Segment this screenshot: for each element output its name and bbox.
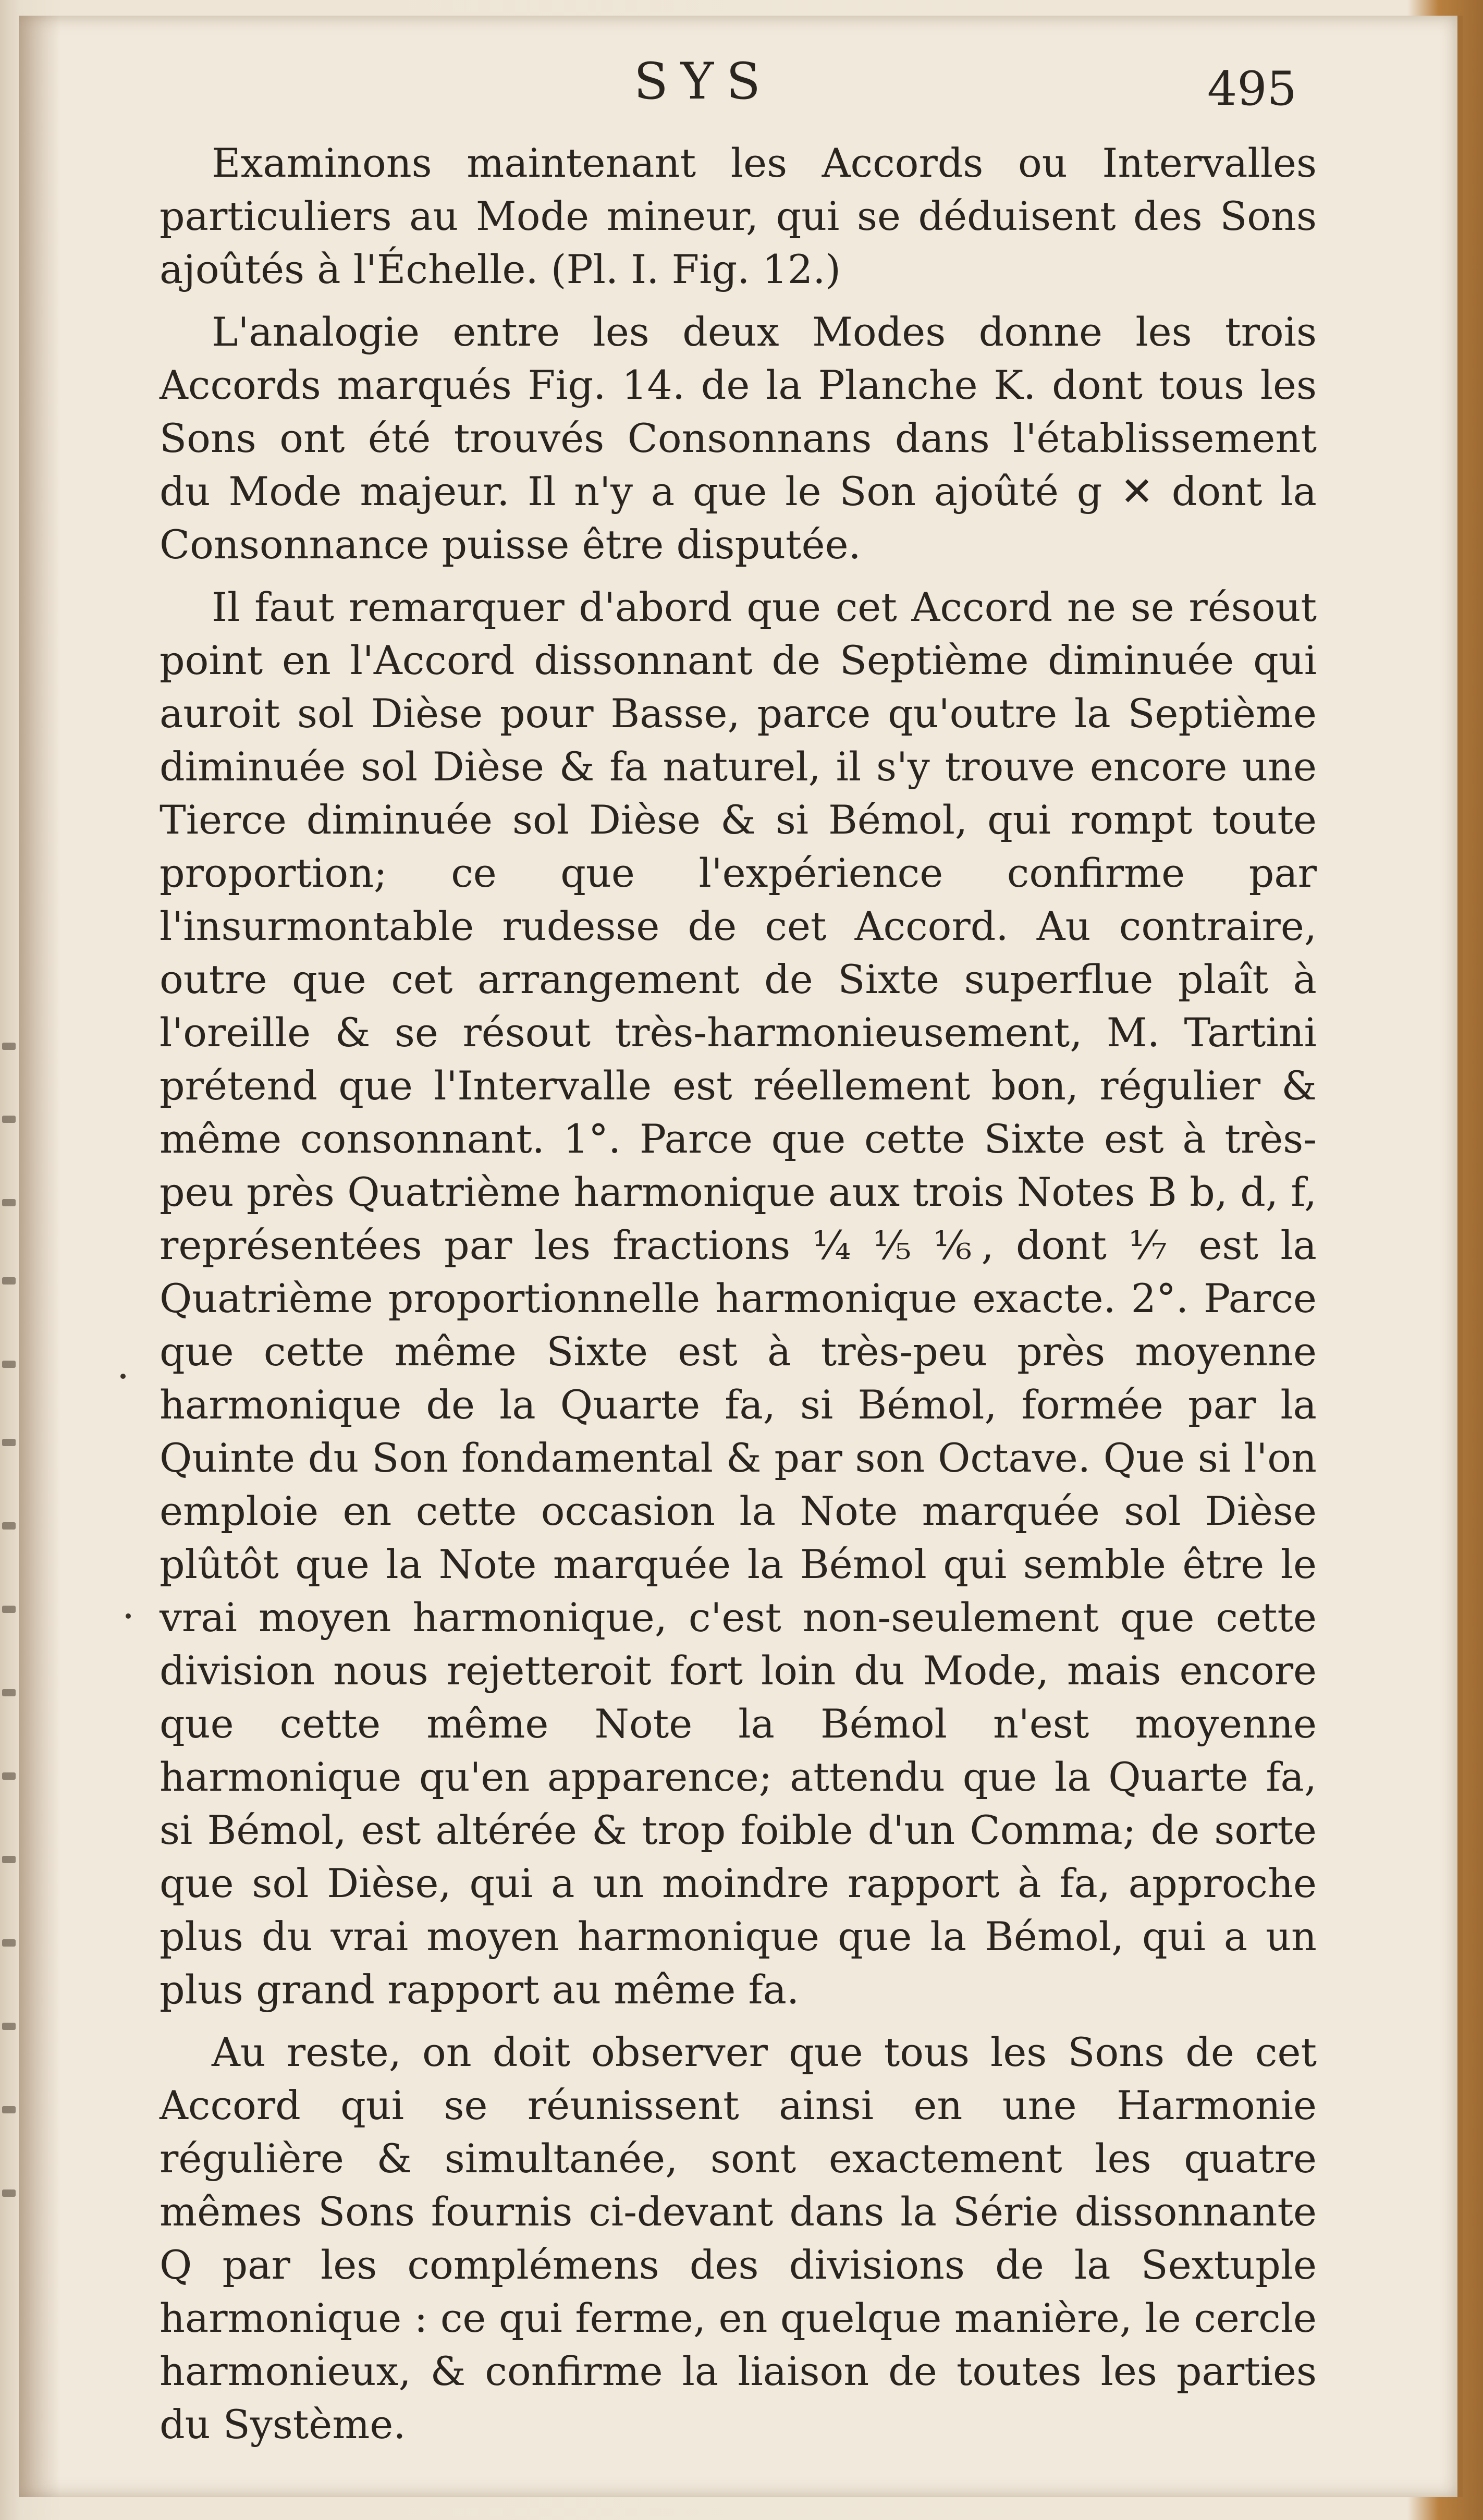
- adjacent-page-mark: [2, 1116, 16, 1123]
- paragraph-3: Il faut remarquer d'abord que cet Accord ne se résout point en l'Accord dissonnant de Septième diminuée qui auroit sol Dièse pour Basse, parce qu'outre la Septième diminuée sol Dièse & fa naturel, il s'y trouve encore une Tierce diminuée sol Dièse & si Bémol, qui rompt toute proportion; ce que l'expérience confirme par l'insurmontable rudesse de cet Accord. Au contraire, outre que cet arrangement de Sixte superflue plaît à l'oreille & se résout très-harmonieusement, M. Tartini prétend que l'Intervalle est réellement bon, régulier & même consonnant. 1°. Parce que cette Sixte est à très-peu près Quatrième harmonique aux trois Notes B b, d, f, représentées par les fractions ¼ ⅕ ⅙, dont ⅐ est la Quatrième proportionnelle harmonique exacte. 2°. Parce que cette même Sixte est à très-peu près moyenne harmonique de la Quarte fa, si Bémol, formée par la Quinte du Son fondamental & par son Octave. Que si l'on emploie en cette occasion la Note marquée sol Dièse plûtôt que la Note marquée la Bémol qui semble être le vrai moyen harmonique, c'est non-seulement que cette division nous rejetteroit fort loin du Mode, mais encore que cette même Note la Bémol n'est moyenne harmonique qu'en apparence; attendu que la Quarte fa, si Bémol, est altérée & trop foible d'un Comma; de sorte que sol Dièse, qui a un moindre rapport à fa, approche plus du vrai moyen harmonique que la Bémol, qui a un plus grand rapport au même fa.: [160, 584, 1317, 2013]
- page-header: [19, 52, 1457, 116]
- binding-shadow: [19, 16, 60, 2497]
- adjacent-page-mark: [2, 2023, 16, 2030]
- adjacent-page-mark: [2, 1522, 16, 1530]
- adjacent-page-mark: [2, 1439, 16, 1446]
- running-head: SYS: [634, 52, 773, 111]
- adjacent-page-mark: [2, 2189, 16, 2197]
- adjacent-page-mark: [2, 1689, 16, 1696]
- adjacent-page-mark: [2, 2106, 16, 2113]
- margin-mark: [126, 1613, 131, 1619]
- page-number: 495: [1207, 62, 1297, 116]
- paragraph-1: Examinons maintenant les Accords ou Intervalles particuliers au Mode mineur, qui se déduisent des Sons ajoûtés à l'Échelle. (Pl. I. Fig. 12.): [160, 140, 1317, 292]
- adjacent-page-mark: [2, 1199, 16, 1206]
- adjacent-page-mark: [2, 1939, 16, 1947]
- book-page: [19, 16, 1463, 2497]
- adjacent-page-mark: [2, 1856, 16, 1863]
- adjacent-page-mark: [2, 1277, 16, 1285]
- adjacent-page-mark: [2, 1606, 16, 1613]
- adjacent-page-mark: [2, 1361, 16, 1368]
- margin-mark: [120, 1374, 126, 1379]
- adjacent-page-mark: [2, 1772, 16, 1780]
- adjacent-page-mark: [2, 1043, 16, 1050]
- paragraph-4: Au reste, on doit observer que tous les Sons de cet Accord qui se réunissent ainsi en une Harmonie régulière & simultanée, sont exactement les quatre mêmes Sons fournis ci-devant dans la Série dissonnante Q par les complémens des divisions de la Sextuple harmonique : ce qui ferme, en quelque manière, le cercle harmonieux, & confirme la liaison de toutes les parties du Système.: [160, 2029, 1317, 2448]
- page-body: [160, 137, 1317, 2451]
- adjacent-page-edge: [0, 1043, 19, 2294]
- paragraph-2: L'analogie entre les deux Modes donne les trois Accords marqués Fig. 14. de la Planche K. dont tous les Sons ont été trouvés Consonnans dans l'établissement du Mode majeur. Il n'y a que le Son ajoûté g ✕ dont la Consonnance puisse être disputée.: [160, 309, 1317, 568]
